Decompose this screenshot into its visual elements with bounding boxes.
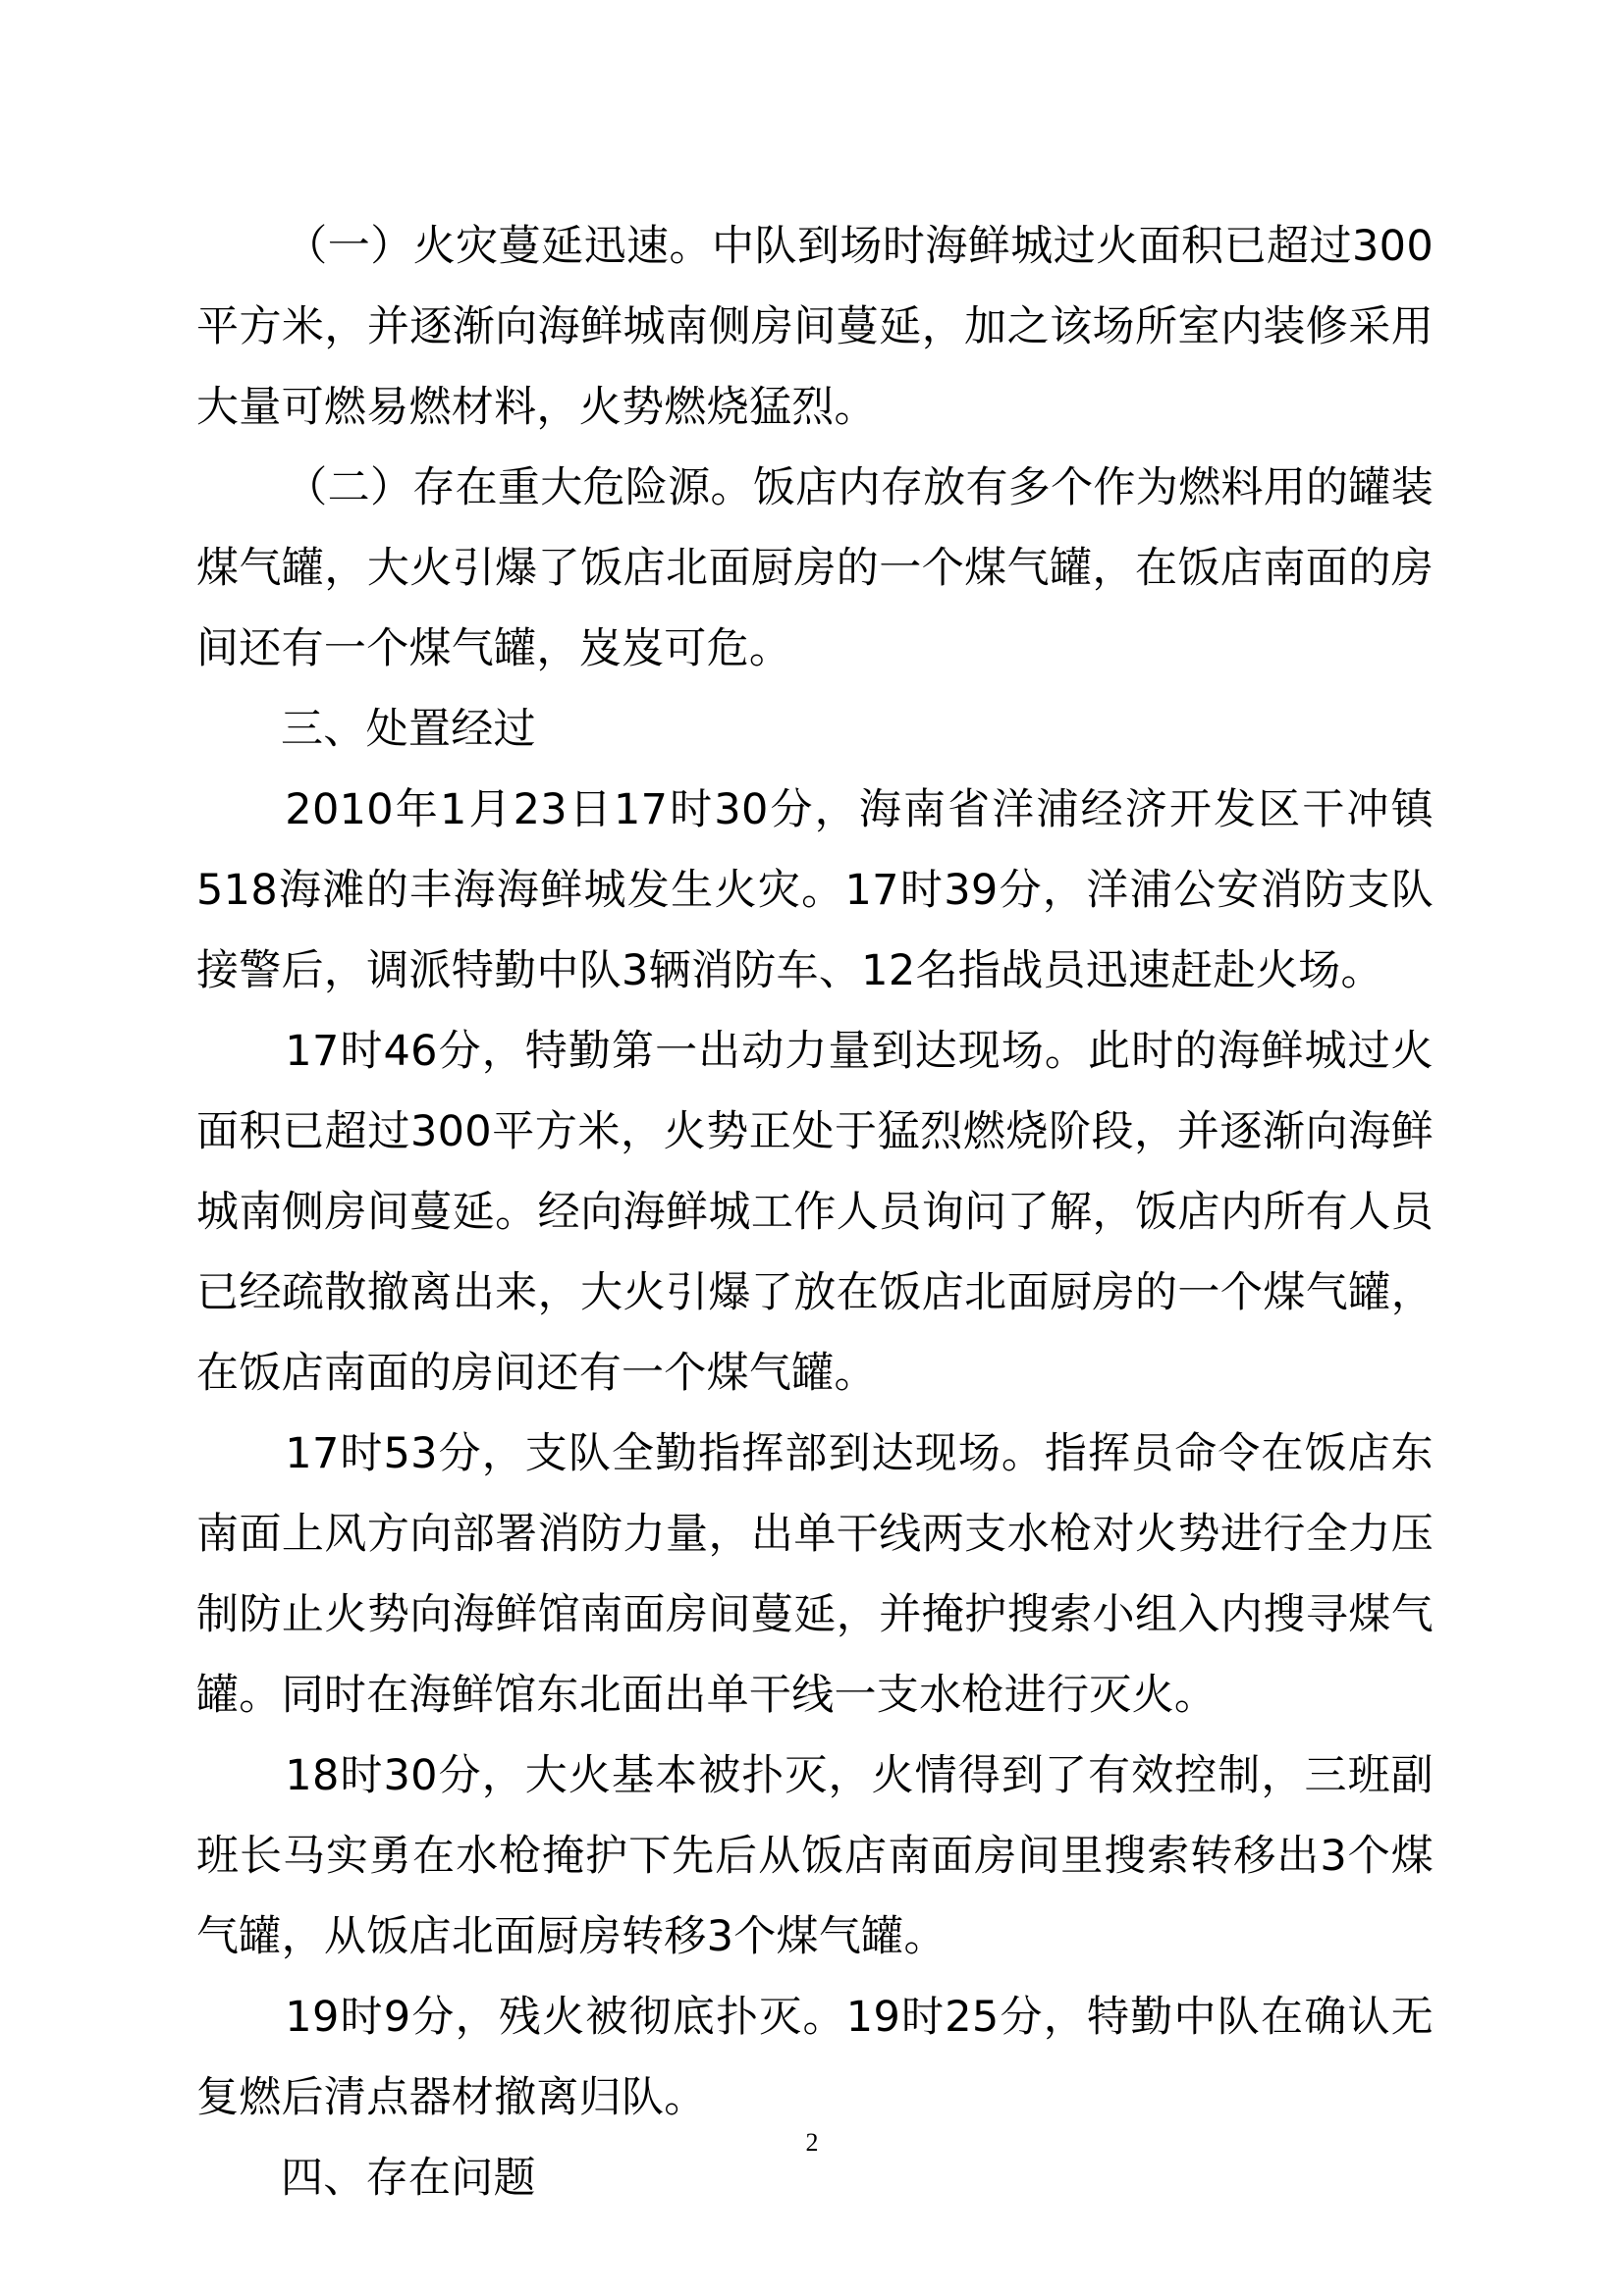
paragraph-major-hazard: （二）存在重大危险源。饭店内存放有多个作为燃料用的罐装煤气罐，大火引爆了饭店北面厨房的一个煤气罐，在饭店南面的房间还有一个煤气罐，岌岌可危。	[196, 463, 1434, 673]
paragraph-fire-controlled: 18时30分，大火基本被扑灭，火情得到了有效控制，三班副班长马实勇在水枪掩护下先后从饭店南面房间里搜索转移出3个煤气罐，从饭店北面厨房转移3个煤气罐。	[196, 1751, 1434, 1961]
paragraph-command-arrival: 17时53分，支队全勤指挥部到达现场。指挥员命令在饭店东南面上风方向部署消防力量，出单干线两支水枪对火势进行全力压制防止火势向海鲜馆南面房间蔓延，并掩护搜索小组入内搜寻煤气罐。同时在海鲜馆东北面出单干线一支水枪进行灭火。	[196, 1429, 1434, 1720]
page-number: 2	[805, 2128, 819, 2157]
document-body	[196, 206, 1434, 2218]
section-heading-disposal: 三、处置经过	[281, 705, 536, 754]
paragraph-first-arrival: 17时46分，特勤第一出动力量到达现场。此时的海鲜城过火面积已超过300平方米，火势正处于猛烈燃烧阶段，并逐渐向海鲜城南侧房间蔓延。经向海鲜城工作人员询问了解，饭店内所有人员已经疏散撤离出来，大火引爆了放在饭店北面厨房的一个煤气罐，在饭店南面的房间还有一个煤气罐。	[196, 1027, 1434, 1398]
paragraph-fire-extinguished: 19时9分，残火被彻底扑灭。19时25分，特勤中队在确认无复燃后清点器材撤离归队。	[196, 1993, 1434, 2122]
paragraph-fire-spread: （一）火灾蔓延迅速。中队到场时海鲜城过火面积已超过300平方米，并逐渐向海鲜城南侧房间蔓延，加之该场所室内装修采用大量可燃易燃材料，火势燃烧猛烈。	[196, 222, 1434, 432]
paragraph-alarm-received: 2010年1月23日17时30分，海南省洋浦经济开发区干冲镇518海滩的丰海海鲜城发生火灾。17时39分，洋浦公安消防支队接警后，调派特勤中队3辆消防车、12名指战员迅速赶赴火场。	[196, 785, 1434, 995]
section-heading-problems: 四、存在问题	[281, 2154, 536, 2203]
